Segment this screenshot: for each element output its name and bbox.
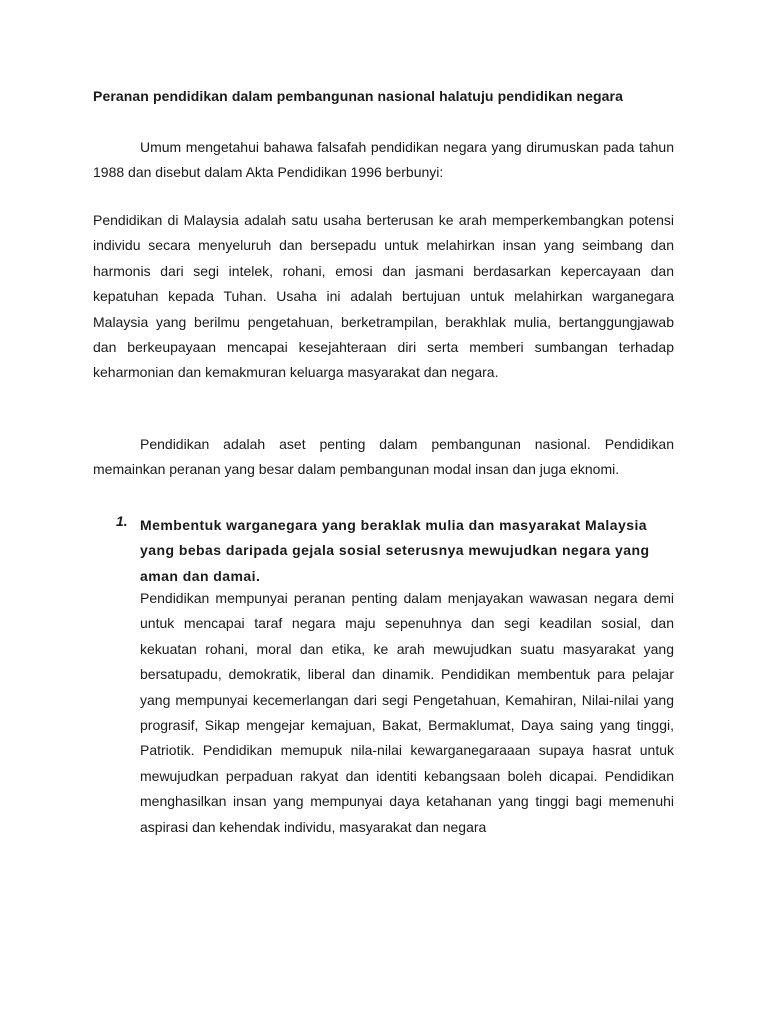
section-body-paragraph: Pendidikan mempunyai peranan penting dalam menjayakan wawasan negara demi untuk mencapai taraf negara maju sepenuhnya dan segi keadilan sosial, dan kekuatan rohani, moral dan etika, ke arah mewujudkan suatu masyarakat yang bersatupadu, demokratik, liberal dan dinamik. Pendidikan membentuk para pelajar yang mempunyai kecemerlangan dari segi Pengetahuan, Kemahiran, Nilai-nilai yang prograsif, Sikap mengejar kemajuan, Bakat, Bermaklumat, Daya saing yang tinggi, Patriotik. Pendidikan memupuk nila-nilai kewarganegaraaan supaya hasrat untuk mewujudkan perpaduan rakyat dan identiti kebangsaan boleh dicapai. Pendidikan menghasilkan insan yang mempunyai daya ketahanan yang tinggi bagi memenuhi aspirasi dan kehendak individu, masyarakat dan negara	[140, 590, 674, 835]
philosophy-paragraph: Pendidikan di Malaysia adalah satu usaha berterusan ke arah memperkembangkan potensi individu secara menyeluruh dan bersepadu untuk melahirkan insan yang seimbang dan harmonis dari segi intelek, rohani, emosi dan jasmani berdasarkan kepercayaan dan kepatuhan kepada Tuhan. Usaha ini adalah bertujuan untuk melahirkan warganegara Malaysia yang berilmu pengetahuan, berketrampilan, berakhlak mulia, bertanggungjawab dan berkeupayaan mencapai kesejahteraan diri serta memberi sumbangan terhadap keharmonian dan kemakmuran keluarga masyarakat dan negara.	[93, 212, 674, 381]
asset-paragraph: Pendidikan adalah aset penting dalam pembangunan nasional. Pendidikan memainkan peranan yang besar dalam pembangunan modal insan dan juga eknomi.	[93, 436, 674, 478]
intro-paragraph: Umum mengetahui bahawa falsafah pendidikan negara yang dirumuskan pada tahun 1988 dan disebut dalam Akta Pendidikan 1996 berbunyi:	[93, 139, 674, 181]
section-number: 1.	[116, 513, 128, 529]
section-heading: Membentuk warganegara yang beraklak mulia dan masyarakat Malaysia yang bebas daripada gejala sosial seterusnya mewujudkan negara yang aman dan damai.	[140, 517, 650, 584]
document-title: Peranan pendidikan dalam pembangunan nasional halatuju pendidikan negara	[93, 88, 623, 104]
